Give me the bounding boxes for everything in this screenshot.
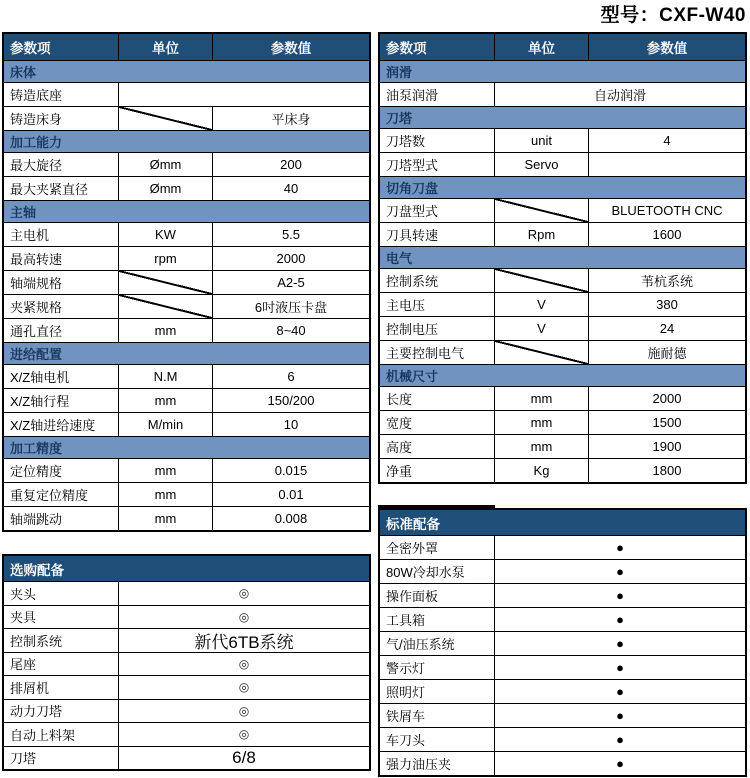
row-value [118, 83, 369, 106]
table-row [380, 82, 745, 106]
row-value: 10 [283, 417, 299, 432]
row-label: 操作面板 [386, 589, 439, 604]
row-unit: N.M [118, 365, 213, 388]
table-row [380, 268, 745, 292]
row-label: 通孔直径 [10, 324, 63, 339]
row-unit: V [494, 293, 589, 316]
table-row [4, 605, 369, 629]
row-value: ● [494, 704, 745, 727]
row-unit: mm [494, 411, 589, 434]
row-unit: M/min [118, 413, 213, 436]
row-value: BLUETOOTH CNC [611, 203, 723, 218]
table-row [380, 222, 745, 246]
row-value: ● [494, 608, 745, 631]
row-unit: mm [118, 507, 213, 530]
section-header: 床体 [4, 60, 369, 82]
row-label: 重复定位精度 [10, 488, 89, 503]
table-row [4, 581, 369, 605]
table-header-row [4, 34, 369, 60]
row-label: 长度 [386, 392, 413, 407]
table-row [380, 583, 745, 607]
row-label: 铸造床身 [10, 112, 63, 127]
diagonal-slash-cell [118, 271, 213, 294]
table-row [4, 246, 369, 270]
table-title: 标准配备 [380, 510, 745, 535]
table-row [4, 652, 369, 676]
row-value: 200 [280, 157, 302, 172]
section-header: 润滑 [380, 60, 745, 82]
row-label: X/Z轴行程 [10, 394, 70, 409]
row-value: 新代6TB系统 [118, 629, 369, 652]
row-label: 最大旋径 [10, 158, 63, 173]
section-header: 电气 [380, 246, 745, 268]
row-value: 自动润滑 [494, 83, 745, 106]
row-value: ● [494, 632, 745, 655]
row-value: 24 [659, 321, 675, 336]
row-label: 全密外罩 [386, 541, 439, 556]
row-label: 宽度 [386, 416, 413, 431]
left-spec-table [2, 32, 371, 532]
row-unit: Servo [494, 153, 589, 176]
section-header: 切角刀盘 [380, 176, 745, 198]
table-row [4, 82, 369, 106]
page-title: 型号：CXF-W40 [600, 5, 746, 26]
row-label: 刀塔数 [386, 134, 426, 149]
table-row [380, 751, 745, 775]
row-label: 夹紧规格 [10, 300, 63, 315]
row-value: ● [494, 728, 745, 751]
row-value: 8~40 [276, 323, 306, 338]
row-label: X/Z轴进给速度 [10, 418, 96, 433]
table-row [380, 128, 745, 152]
row-label: 轴端规格 [10, 276, 63, 291]
row-label: 油泵润滑 [386, 88, 439, 103]
row-value: 380 [656, 297, 678, 312]
row-value: ◎ [118, 700, 369, 723]
row-value: 2000 [276, 251, 306, 266]
row-value: ● [494, 560, 745, 583]
row-value: 0.01 [278, 487, 304, 502]
row-value: ● [494, 584, 745, 607]
row-label: 主电压 [386, 298, 426, 313]
table-row [380, 410, 745, 434]
row-label: 刀盘型式 [386, 204, 439, 219]
row-label: 气/油压系统 [386, 637, 455, 652]
table-row [380, 727, 745, 751]
table-row [380, 340, 745, 364]
row-value: ◎ [118, 582, 369, 605]
row-label: 80W冷却水泵 [386, 565, 465, 580]
table-row [380, 631, 745, 655]
row-label: 排屑机 [10, 680, 50, 696]
table-row [380, 559, 745, 583]
row-label: 最大夹紧直径 [10, 182, 89, 197]
row-unit: Rpm [494, 223, 589, 246]
row-unit: Kg [494, 459, 589, 482]
row-label: 轴端跳动 [10, 512, 63, 527]
table-row [4, 270, 369, 294]
row-label: X/Z轴电机 [10, 370, 70, 385]
row-label: 铁屑车 [386, 709, 426, 724]
row-unit: mm [118, 389, 213, 412]
left-column [2, 32, 371, 771]
row-unit: rpm [118, 247, 213, 270]
row-value: 0.015 [274, 463, 308, 478]
table-row [380, 535, 745, 559]
table-row [4, 364, 369, 388]
table-row [4, 628, 369, 652]
row-value: ● [494, 752, 745, 775]
table-title: 选购配备 [4, 556, 369, 581]
row-unit: mm [494, 387, 589, 410]
row-value: A2-5 [277, 275, 305, 290]
table-row [380, 458, 745, 482]
row-label: 夹具 [10, 610, 37, 626]
row-unit: mm [118, 459, 213, 482]
row-value: ◎ [118, 606, 369, 629]
table-row [380, 607, 745, 631]
row-label: 自动上料架 [10, 727, 76, 743]
table-row [4, 699, 369, 723]
table-row [4, 222, 369, 246]
row-value: 2000 [652, 391, 682, 406]
row-value: 6吋液压卡盘 [254, 300, 328, 315]
header-cell-value: 参数值 [646, 41, 688, 56]
row-label: 主电机 [10, 228, 50, 243]
row-unit: Ømm [118, 177, 213, 200]
row-unit: mm [118, 483, 213, 506]
row-label: 车刀头 [386, 733, 426, 748]
diagonal-slash-cell [494, 341, 589, 364]
table-row [4, 106, 369, 130]
header-cell-unit: 单位 [118, 34, 213, 60]
table-row [380, 316, 745, 340]
table-row [380, 679, 745, 703]
diagonal-slash-cell [118, 107, 213, 130]
row-unit: V [494, 317, 589, 340]
row-value: ● [494, 536, 745, 559]
row-value: 5.5 [281, 227, 301, 242]
row-label: 刀塔型式 [386, 158, 439, 173]
row-value: ◎ [118, 676, 369, 699]
standard-equipment-table [378, 508, 747, 777]
row-label: 控制电压 [386, 322, 439, 337]
row-value: 6/8 [118, 747, 369, 770]
table-row [380, 386, 745, 410]
row-value: 施耐德 [647, 346, 687, 361]
table-row [4, 294, 369, 318]
row-value: 1500 [652, 415, 682, 430]
row-label: 控制系统 [10, 633, 63, 649]
right-column [378, 32, 747, 777]
header-cell-parameter: 参数项 [10, 41, 51, 56]
row-label: 照明灯 [386, 685, 426, 700]
row-value: ● [494, 680, 745, 703]
row-value: 1900 [652, 439, 682, 454]
header-cell-unit: 单位 [494, 34, 589, 60]
row-label: 最高转速 [10, 252, 63, 267]
row-label: 刀塔 [10, 751, 37, 767]
section-header: 刀塔 [380, 106, 745, 128]
section-header: 主轴 [4, 200, 369, 222]
row-value: ◎ [118, 723, 369, 746]
row-value: 4 [663, 133, 671, 148]
table-row [4, 152, 369, 176]
table-row [380, 655, 745, 679]
row-value: 平床身 [271, 112, 311, 127]
section-header: 加工能力 [4, 130, 369, 152]
row-value: 苇杭系统 [640, 274, 693, 289]
row-label: 净重 [386, 464, 413, 479]
row-value: ● [494, 656, 745, 679]
right-spec-table [378, 32, 747, 484]
section-header: 加工精度 [4, 436, 369, 458]
row-label: 控制系统 [386, 274, 439, 289]
table-row [4, 176, 369, 200]
optional-equipment-table [2, 554, 371, 771]
row-value: 0.008 [274, 511, 308, 526]
table-row [4, 388, 369, 412]
row-unit: mm [494, 435, 589, 458]
row-label: 铸造底座 [10, 88, 63, 103]
diagonal-slash-cell [118, 295, 213, 318]
table-row [4, 458, 369, 482]
row-value: ◎ [118, 653, 369, 676]
row-label: 高度 [386, 440, 413, 455]
row-label: 警示灯 [386, 661, 426, 676]
row-label: 夹头 [10, 586, 37, 602]
table-row [4, 482, 369, 506]
table-row [4, 506, 369, 530]
row-label: 尾座 [10, 657, 37, 673]
header-cell-parameter: 参数项 [386, 41, 427, 56]
row-unit: mm [118, 319, 213, 342]
diagonal-slash-cell [494, 199, 589, 222]
row-value: 6 [287, 369, 295, 384]
diagonal-slash-cell [494, 269, 589, 292]
table-row [4, 412, 369, 436]
table-row [380, 198, 745, 222]
table-row [380, 434, 745, 458]
row-value: 1800 [652, 463, 682, 478]
row-value [589, 153, 745, 176]
row-label: 刀具转速 [386, 228, 439, 243]
row-unit: unit [494, 129, 589, 152]
row-value: 1600 [652, 227, 682, 242]
table-row [380, 152, 745, 176]
table-row [380, 292, 745, 316]
table-header-row [380, 34, 745, 60]
row-label: 定位精度 [10, 464, 63, 479]
section-header: 机械尺寸 [380, 364, 745, 386]
row-label: 动力刀塔 [10, 704, 63, 720]
row-value: 150/200 [267, 393, 315, 408]
row-label: 工具箱 [386, 613, 426, 628]
row-label: 主要控制电气 [386, 346, 465, 361]
row-label: 强力油压夹 [386, 757, 452, 772]
row-unit: Ømm [118, 153, 213, 176]
section-header: 进给配置 [4, 342, 369, 364]
row-unit: KW [118, 223, 213, 246]
header-cell-value: 参数值 [270, 41, 312, 56]
table-row [380, 703, 745, 727]
table-row [4, 722, 369, 746]
row-value: 40 [283, 181, 299, 196]
table-row [4, 746, 369, 770]
table-row [4, 675, 369, 699]
table-row [4, 318, 369, 342]
